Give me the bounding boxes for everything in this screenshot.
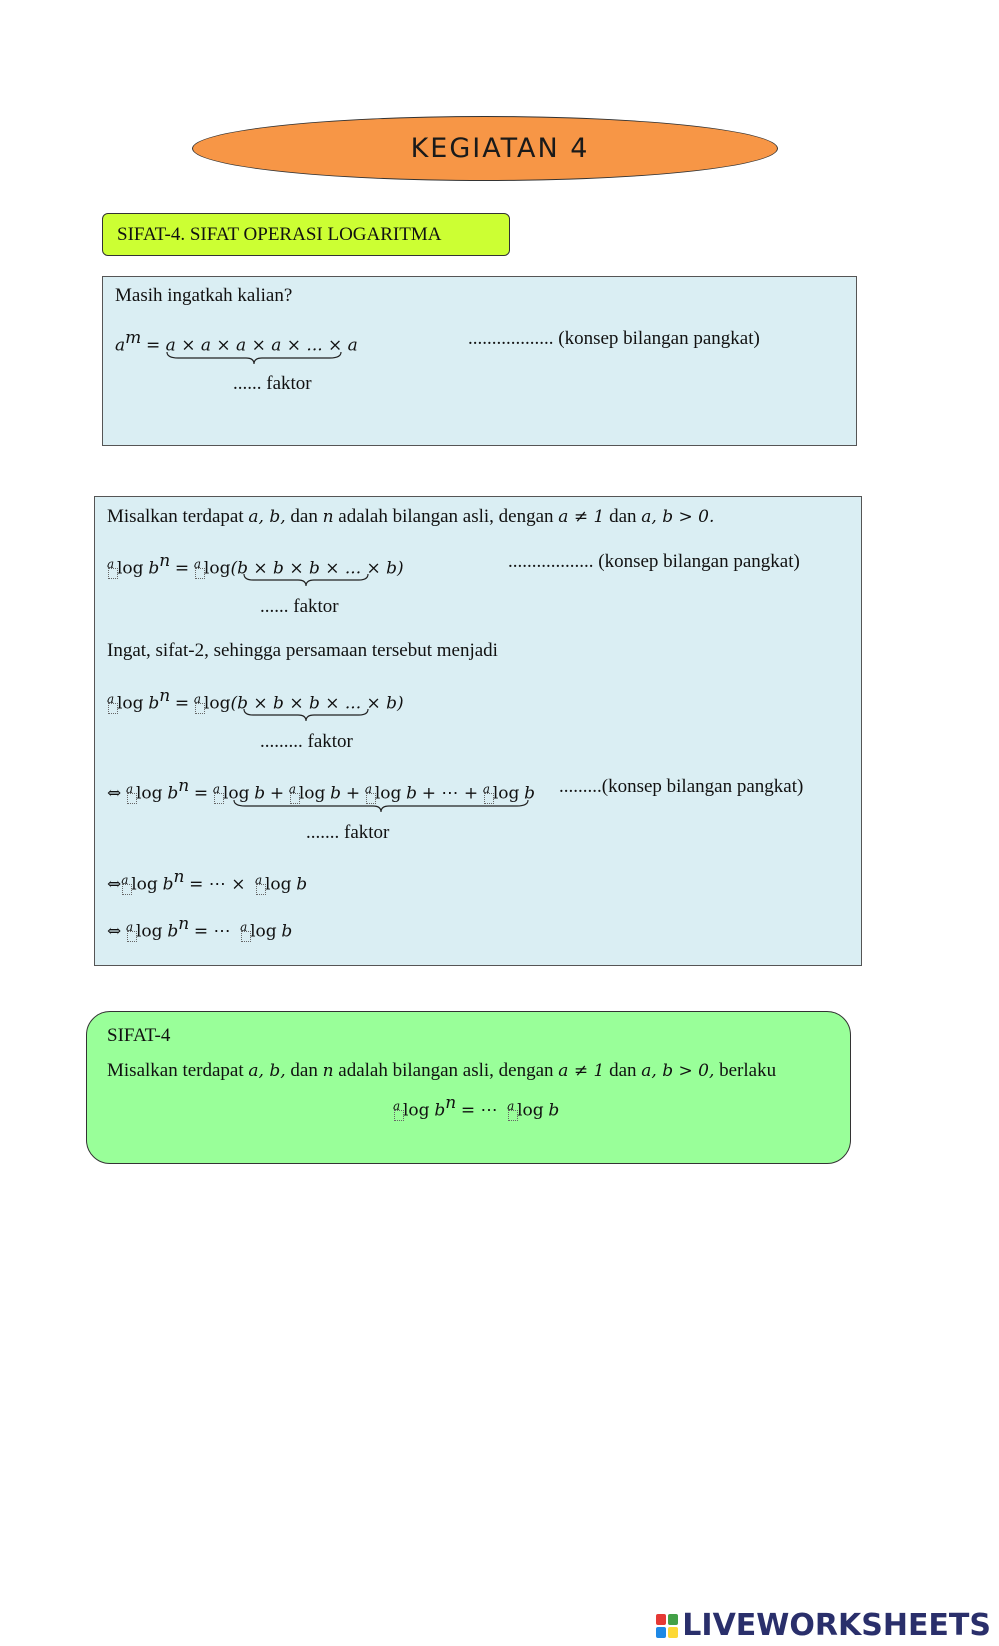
page-title: KEGIATAN 4	[410, 133, 590, 164]
log-base-box: a	[194, 692, 204, 714]
recall-sifat-2: Ingat, sifat-2, sehingga persamaan tersebut menjadi	[107, 640, 498, 661]
log-base-box: a	[121, 873, 131, 895]
faktor-label-1: ...... faktor	[260, 596, 339, 617]
power-base: a	[115, 335, 126, 356]
section-label: SIFAT-4. SIFAT OPERASI LOGARITMA	[102, 213, 510, 256]
intro-text-b: dan	[290, 506, 318, 527]
power-exponent: m	[125, 328, 142, 348]
statement-text-c: adalah bilangan asli, dengan	[338, 1060, 554, 1081]
underbrace-2	[243, 708, 369, 722]
derivation-intro	[107, 506, 714, 528]
log-line-3: ⇔ a $\log b^n$ = a log b + a log b + a log b + ⋯ + a log b	[107, 776, 536, 804]
faktor-label-3: ....... faktor	[306, 822, 390, 843]
log-line-1: a $\log b^n$ = a log(b × b × b × ... × b)	[107, 551, 404, 579]
power-product: = a × a × a × a × ... × a	[146, 335, 358, 356]
title-banner	[192, 116, 778, 181]
log-base-box: a	[240, 920, 250, 942]
intro-text-d: dan	[609, 506, 637, 527]
intro-vars: a, b,	[248, 507, 286, 527]
log-line-2: a $\log b^n$ = a log(b × b × b × ... × b)	[107, 686, 404, 714]
statement-cond1: a ≠ 1	[558, 1061, 605, 1081]
property-formula: a $\log b^n$ = ⋯ a log b	[393, 1093, 560, 1121]
brand-name: LIVEWORKSHEETS	[682, 1608, 991, 1643]
log-base-box: a	[507, 1099, 517, 1121]
log-base-box: a	[483, 782, 493, 804]
intro-n: n	[322, 507, 334, 527]
power-note: .................. (konsep bilangan pangkat)	[468, 328, 760, 349]
faktor-label-2: ......... faktor	[260, 731, 353, 752]
recall-intro: Masih ingatkah kalian?	[115, 285, 293, 306]
log-base-box: a	[393, 1099, 403, 1121]
intro-text-a: Misalkan terdapat	[107, 506, 244, 527]
intro-text-c: adalah bilangan asli, dengan	[338, 506, 554, 527]
statement-n: n	[322, 1061, 334, 1081]
statement-text-d: dan	[609, 1060, 637, 1081]
statement-cond2: a, b > 0,	[641, 1061, 715, 1081]
statement-text-e: berlaku	[719, 1060, 777, 1081]
log-base-box: a	[289, 782, 299, 804]
liveworksheets-logo	[656, 1608, 991, 1643]
log-base-box: a	[194, 557, 204, 579]
statement-text-b: dan	[290, 1060, 318, 1081]
note-1: .................. (konsep bilangan pangkat)	[508, 551, 800, 572]
log-base-box: a	[255, 873, 265, 895]
intro-cond1: a ≠ 1	[558, 507, 605, 527]
log-line-5: ⇔ a $\log b^n$ = ⋯ a log b	[107, 914, 293, 942]
property-statement	[107, 1060, 776, 1082]
property-box	[86, 1011, 851, 1164]
logo-mark-icon	[656, 1614, 678, 1638]
log-base-box: a	[213, 782, 223, 804]
recall-box	[102, 276, 857, 446]
power-brace-label: ...... faktor	[233, 373, 312, 394]
note-2: .........(konsep bilangan pangkat)	[559, 776, 804, 797]
log-base-box: a	[126, 782, 136, 804]
power-underbrace	[166, 351, 342, 365]
property-heading: SIFAT-4	[107, 1025, 171, 1046]
intro-cond2: a, b > 0.	[641, 507, 715, 527]
underbrace-1	[243, 573, 369, 587]
statement-text-a: Misalkan terdapat	[107, 1060, 244, 1081]
statement-vars: a, b,	[248, 1061, 286, 1081]
log-base-box: a	[126, 920, 136, 942]
log-base-box: a	[365, 782, 375, 804]
log-base-box: a	[107, 557, 117, 579]
log-base-box: a	[107, 692, 117, 714]
log-line-4: ⇔ a $\log b^n$ = ⋯ × a log b	[107, 867, 308, 895]
underbrace-3	[233, 799, 529, 813]
derivation-box	[94, 496, 862, 966]
